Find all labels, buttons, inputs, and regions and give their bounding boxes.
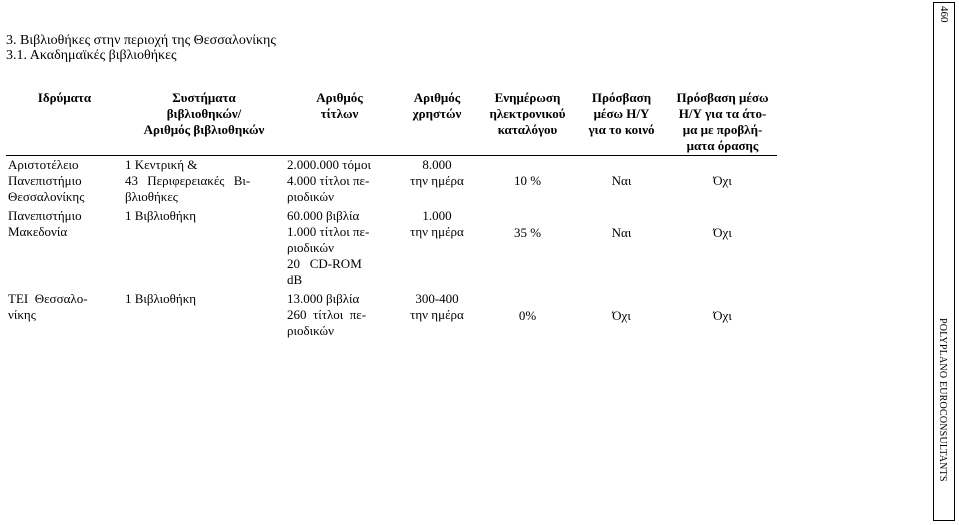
institution-cell: Πανεπιστήμιο Μακεδονία <box>8 208 82 239</box>
catalog-cell: 10 % <box>513 173 542 188</box>
catalog-cell: 0% <box>518 308 537 323</box>
header-public-access: Πρόσβαση μέσω Η/Υ για το κοινό <box>575 90 668 156</box>
users-cell: 300-400 την ημέρα <box>410 291 464 322</box>
systems-cell: 1 Κεντρική & 43 Περιφερειακές Βι- βλιοθήκες <box>125 157 251 204</box>
systems-cell: 1 Βιβλιοθήκη <box>125 208 197 223</box>
company-name: POLYPLANO EUROCONSULTANTS <box>937 318 948 482</box>
header-catalog-update: Ενημέρωση ηλεκτρονικού καταλόγου <box>480 90 575 156</box>
public-access-cell: Όχι <box>612 308 631 323</box>
catalog-cell: 35 % <box>513 225 542 240</box>
libraries-table <box>6 90 777 341</box>
titles-cell: 13.000 βιβλία 260 τίτλοι πε- ριοδικών <box>287 291 367 338</box>
table-header-row <box>6 90 777 156</box>
institution-cell: Αριστοτέλειο Πανεπιστήμιο Θεσσαλονίκης <box>8 157 85 204</box>
subsection-heading: 3.1. Ακαδημαϊκές βιβλιοθήκες <box>6 48 177 63</box>
institution-cell: ΤΕΙ Θεσσαλο- νίκης <box>8 291 88 322</box>
header-number-of-users: Αριθμός χρηστών <box>394 90 480 156</box>
vision-access-cell: Όχι <box>713 173 732 188</box>
header-vision-access: Πρόσβαση μέσω Η/Υ για τα άτο- μα με προβλή- ματα όρασης <box>668 90 777 156</box>
users-cell: 1.000 την ημέρα <box>410 208 464 239</box>
vision-access-cell: Όχι <box>713 308 732 323</box>
table-row <box>6 156 777 208</box>
titles-cell: 2.000.000 τόμοι 4.000 τίτλοι πε- ριοδικών <box>287 157 371 204</box>
vision-access-cell: Όχι <box>713 225 732 240</box>
public-access-cell: Ναι <box>611 173 632 188</box>
section-heading: 3. Βιβλιοθήκες στην περιοχή της Θεσσαλονίκης <box>6 33 276 48</box>
page-number: 460 <box>938 6 950 23</box>
systems-cell: 1 Βιβλιοθήκη <box>125 291 197 306</box>
table-row <box>6 207 777 290</box>
table-row <box>6 290 777 341</box>
public-access-cell: Ναι <box>611 225 632 240</box>
header-institutions: Ιδρύματα <box>6 90 123 156</box>
users-cell: 8.000 την ημέρα <box>410 157 464 188</box>
header-library-systems: Συστήματα βιβλιοθηκών/ Αριθμός βιβλιοθηκών <box>123 90 285 156</box>
header-number-of-titles: Αριθμός τίτλων <box>285 90 394 156</box>
titles-cell: 60.000 βιβλία 1.000 τίτλοι πε- ριοδικών 20 CD-ROM dB <box>287 208 370 287</box>
